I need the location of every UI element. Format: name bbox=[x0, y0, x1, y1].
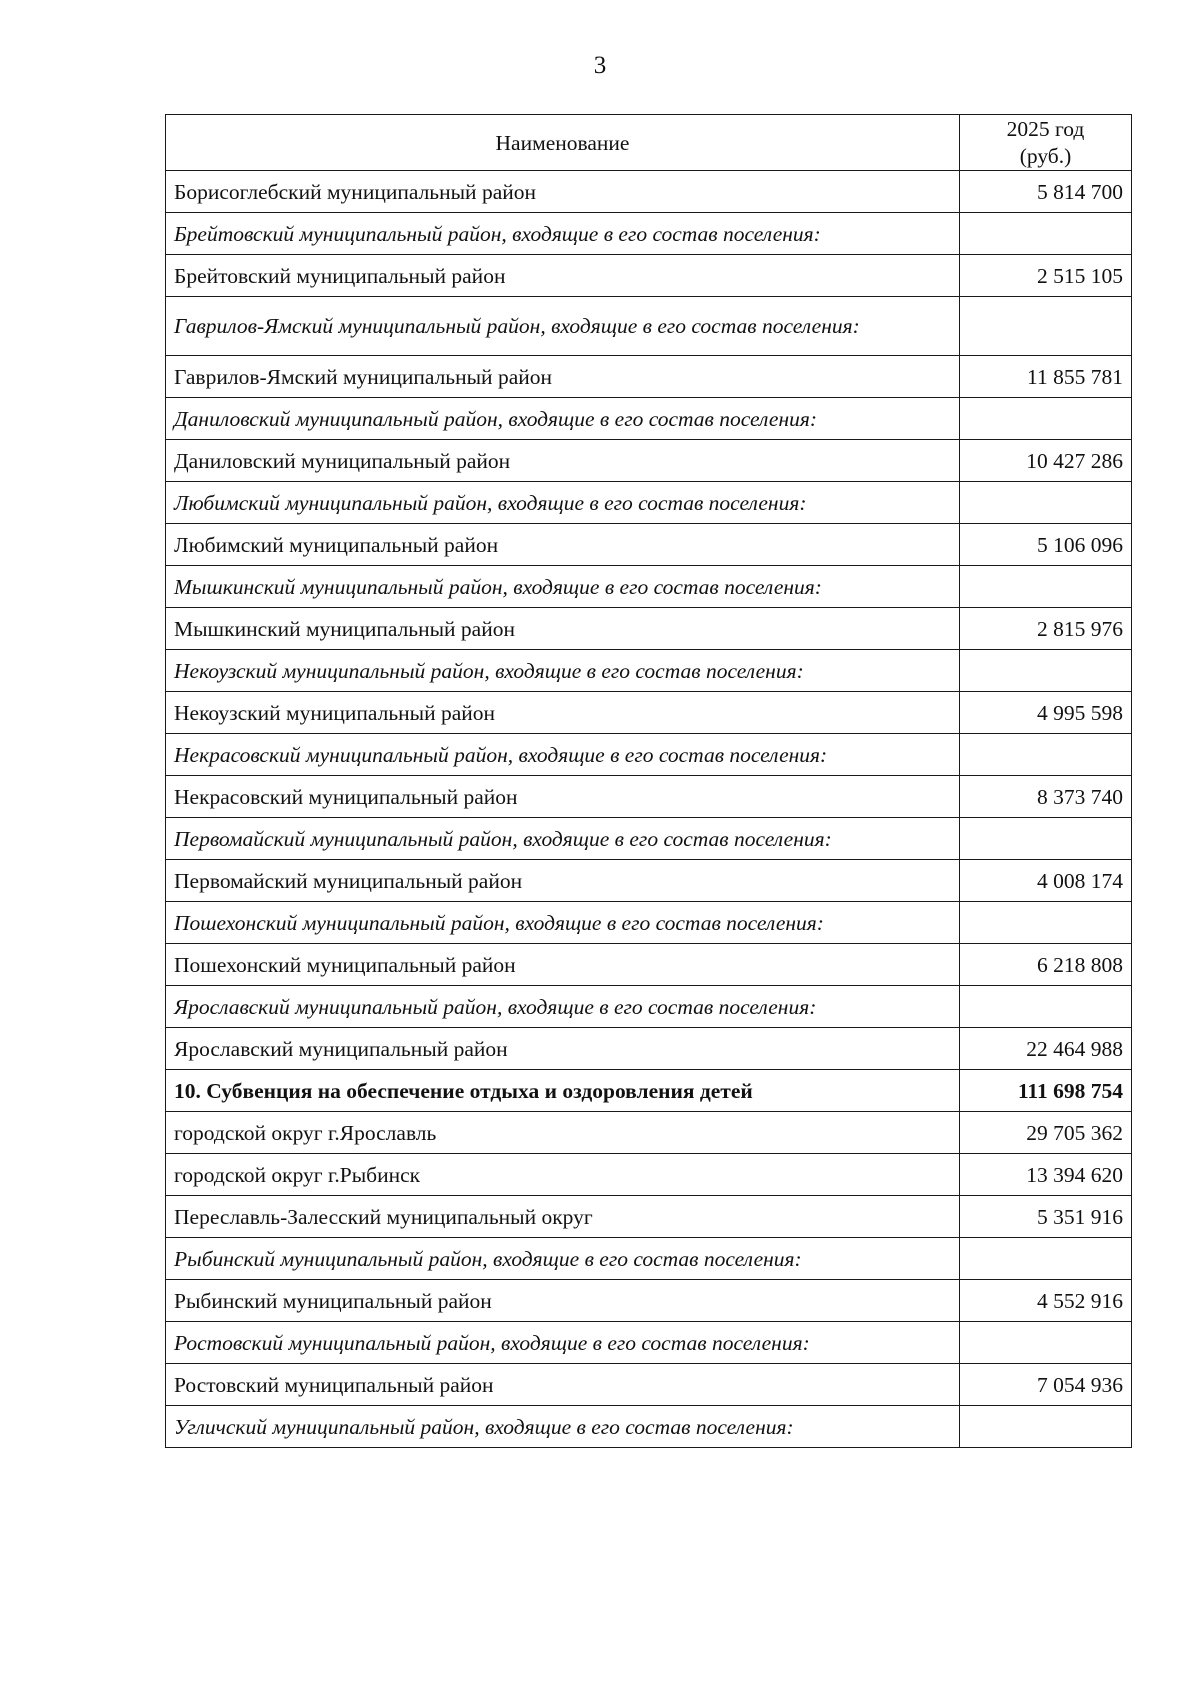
row-name-cell: Мышкинский муниципальный район, входящие в его состав поселения: bbox=[166, 566, 960, 608]
table-row bbox=[166, 356, 1132, 398]
row-value-cell bbox=[960, 734, 1132, 776]
row-value-cell: 8 373 740 bbox=[960, 776, 1132, 818]
row-name-cell: Рыбинский муниципальный район bbox=[166, 1280, 960, 1322]
table-row-group bbox=[166, 297, 1132, 356]
table-row bbox=[166, 1154, 1132, 1196]
table-row-group bbox=[166, 734, 1132, 776]
row-name-cell: Борисоглебский муниципальный район bbox=[166, 171, 960, 213]
row-name-cell: Гаврилов-Ямский муниципальный район, входящие в его состав поселения: bbox=[166, 297, 960, 356]
table-row-group bbox=[166, 1238, 1132, 1280]
row-value-cell: 7 054 936 bbox=[960, 1364, 1132, 1406]
table-row bbox=[166, 1196, 1132, 1238]
column-header-year-unit: (руб.) bbox=[1019, 144, 1072, 168]
table-row-group bbox=[166, 986, 1132, 1028]
row-value-cell: 29 705 362 bbox=[960, 1112, 1132, 1154]
row-name-cell: Любимский муниципальный район bbox=[166, 524, 960, 566]
row-name-cell: Даниловский муниципальный район bbox=[166, 440, 960, 482]
row-value-cell: 5 814 700 bbox=[960, 171, 1132, 213]
table-row bbox=[166, 1364, 1132, 1406]
row-value-cell: 111 698 754 bbox=[960, 1070, 1132, 1112]
table-row-group bbox=[166, 482, 1132, 524]
table-row-group bbox=[166, 398, 1132, 440]
row-value-cell: 6 218 808 bbox=[960, 944, 1132, 986]
table-row-group bbox=[166, 818, 1132, 860]
row-name-cell: Брейтовский муниципальный район, входящие в его состав поселения: bbox=[166, 213, 960, 255]
row-value-cell bbox=[960, 482, 1132, 524]
row-name-cell: 10. Субвенция на обеспечение отдыха и оздоровления детей bbox=[166, 1070, 960, 1112]
row-name-cell: Некрасовский муниципальный район, входящие в его состав поселения: bbox=[166, 734, 960, 776]
table-row bbox=[166, 1028, 1132, 1070]
table-row bbox=[166, 1280, 1132, 1322]
table-body bbox=[166, 171, 1132, 1448]
row-name-cell: Угличский муниципальный район, входящие в его состав поселения: bbox=[166, 1406, 960, 1448]
row-value-cell: 4 552 916 bbox=[960, 1280, 1132, 1322]
row-value-cell: 2 515 105 bbox=[960, 255, 1132, 297]
row-name-cell: Даниловский муниципальный район, входящие в его состав поселения: bbox=[166, 398, 960, 440]
row-value-cell bbox=[960, 1322, 1132, 1364]
row-value-cell bbox=[960, 650, 1132, 692]
row-value-cell bbox=[960, 1406, 1132, 1448]
table-row bbox=[166, 440, 1132, 482]
row-name-cell: городской округ г.Ярославль bbox=[166, 1112, 960, 1154]
page-number: 3 bbox=[593, 52, 607, 79]
table-row-group bbox=[166, 1322, 1132, 1364]
table-row bbox=[166, 524, 1132, 566]
row-name-cell: Гаврилов-Ямский муниципальный район bbox=[166, 356, 960, 398]
row-value-cell bbox=[960, 986, 1132, 1028]
table-row-group bbox=[166, 902, 1132, 944]
row-value-cell: 2 815 976 bbox=[960, 608, 1132, 650]
row-value-cell bbox=[960, 398, 1132, 440]
row-name-cell: Ярославский муниципальный район, входящие в его состав поселения: bbox=[166, 986, 960, 1028]
table-row-group bbox=[166, 650, 1132, 692]
row-value-cell: 5 106 096 bbox=[960, 524, 1132, 566]
budget-table bbox=[165, 114, 1132, 1448]
table-header bbox=[166, 115, 1132, 171]
row-name-cell: Ростовский муниципальный район bbox=[166, 1364, 960, 1406]
row-value-cell: 4 008 174 bbox=[960, 860, 1132, 902]
table-row bbox=[166, 860, 1132, 902]
table-row bbox=[166, 608, 1132, 650]
row-name-cell: Рыбинский муниципальный район, входящие в его состав поселения: bbox=[166, 1238, 960, 1280]
row-value-cell: 5 351 916 bbox=[960, 1196, 1132, 1238]
row-value-cell: 11 855 781 bbox=[960, 356, 1132, 398]
header-row bbox=[166, 115, 1132, 171]
table-row bbox=[166, 171, 1132, 213]
row-value-cell bbox=[960, 818, 1132, 860]
row-value-cell bbox=[960, 297, 1132, 356]
table-row bbox=[166, 1112, 1132, 1154]
row-name-cell: Некоузский муниципальный район bbox=[166, 692, 960, 734]
row-value-cell: 4 995 598 bbox=[960, 692, 1132, 734]
table-row bbox=[166, 776, 1132, 818]
row-name-cell: Ростовский муниципальный район, входящие в его состав поселения: bbox=[166, 1322, 960, 1364]
row-name-cell: Первомайский муниципальный район bbox=[166, 860, 960, 902]
row-value-cell bbox=[960, 566, 1132, 608]
row-value-cell: 13 394 620 bbox=[960, 1154, 1132, 1196]
row-name-cell: городской округ г.Рыбинск bbox=[166, 1154, 960, 1196]
row-name-cell: Мышкинский муниципальный район bbox=[166, 608, 960, 650]
table-row-section bbox=[166, 1070, 1132, 1112]
row-name-cell: Пошехонский муниципальный район, входящие в его состав поселения: bbox=[166, 902, 960, 944]
row-name-cell: Некоузский муниципальный район, входящие в его состав поселения: bbox=[166, 650, 960, 692]
table-row bbox=[166, 255, 1132, 297]
table-row bbox=[166, 692, 1132, 734]
row-name-cell: Любимский муниципальный район, входящие в его состав поселения: bbox=[166, 482, 960, 524]
row-value-cell: 22 464 988 bbox=[960, 1028, 1132, 1070]
row-name-cell: Пошехонский муниципальный район bbox=[166, 944, 960, 986]
table-row-group bbox=[166, 566, 1132, 608]
column-header-name: Наименование bbox=[166, 115, 960, 171]
row-name-cell: Ярославский муниципальный район bbox=[166, 1028, 960, 1070]
table-row-group bbox=[166, 213, 1132, 255]
row-name-cell: Переславль-Залесский муниципальный округ bbox=[166, 1196, 960, 1238]
row-value-cell bbox=[960, 213, 1132, 255]
row-name-cell: Брейтовский муниципальный район bbox=[166, 255, 960, 297]
row-name-cell: Первомайский муниципальный район, входящие в его состав поселения: bbox=[166, 818, 960, 860]
row-value-cell bbox=[960, 1238, 1132, 1280]
row-name-cell: Некрасовский муниципальный район bbox=[166, 776, 960, 818]
row-value-cell: 10 427 286 bbox=[960, 440, 1132, 482]
row-value-cell bbox=[960, 902, 1132, 944]
table-row-group bbox=[166, 1406, 1132, 1448]
column-header-year bbox=[960, 115, 1132, 171]
column-header-year-label: 2025 год bbox=[1006, 117, 1085, 141]
table-row bbox=[166, 944, 1132, 986]
